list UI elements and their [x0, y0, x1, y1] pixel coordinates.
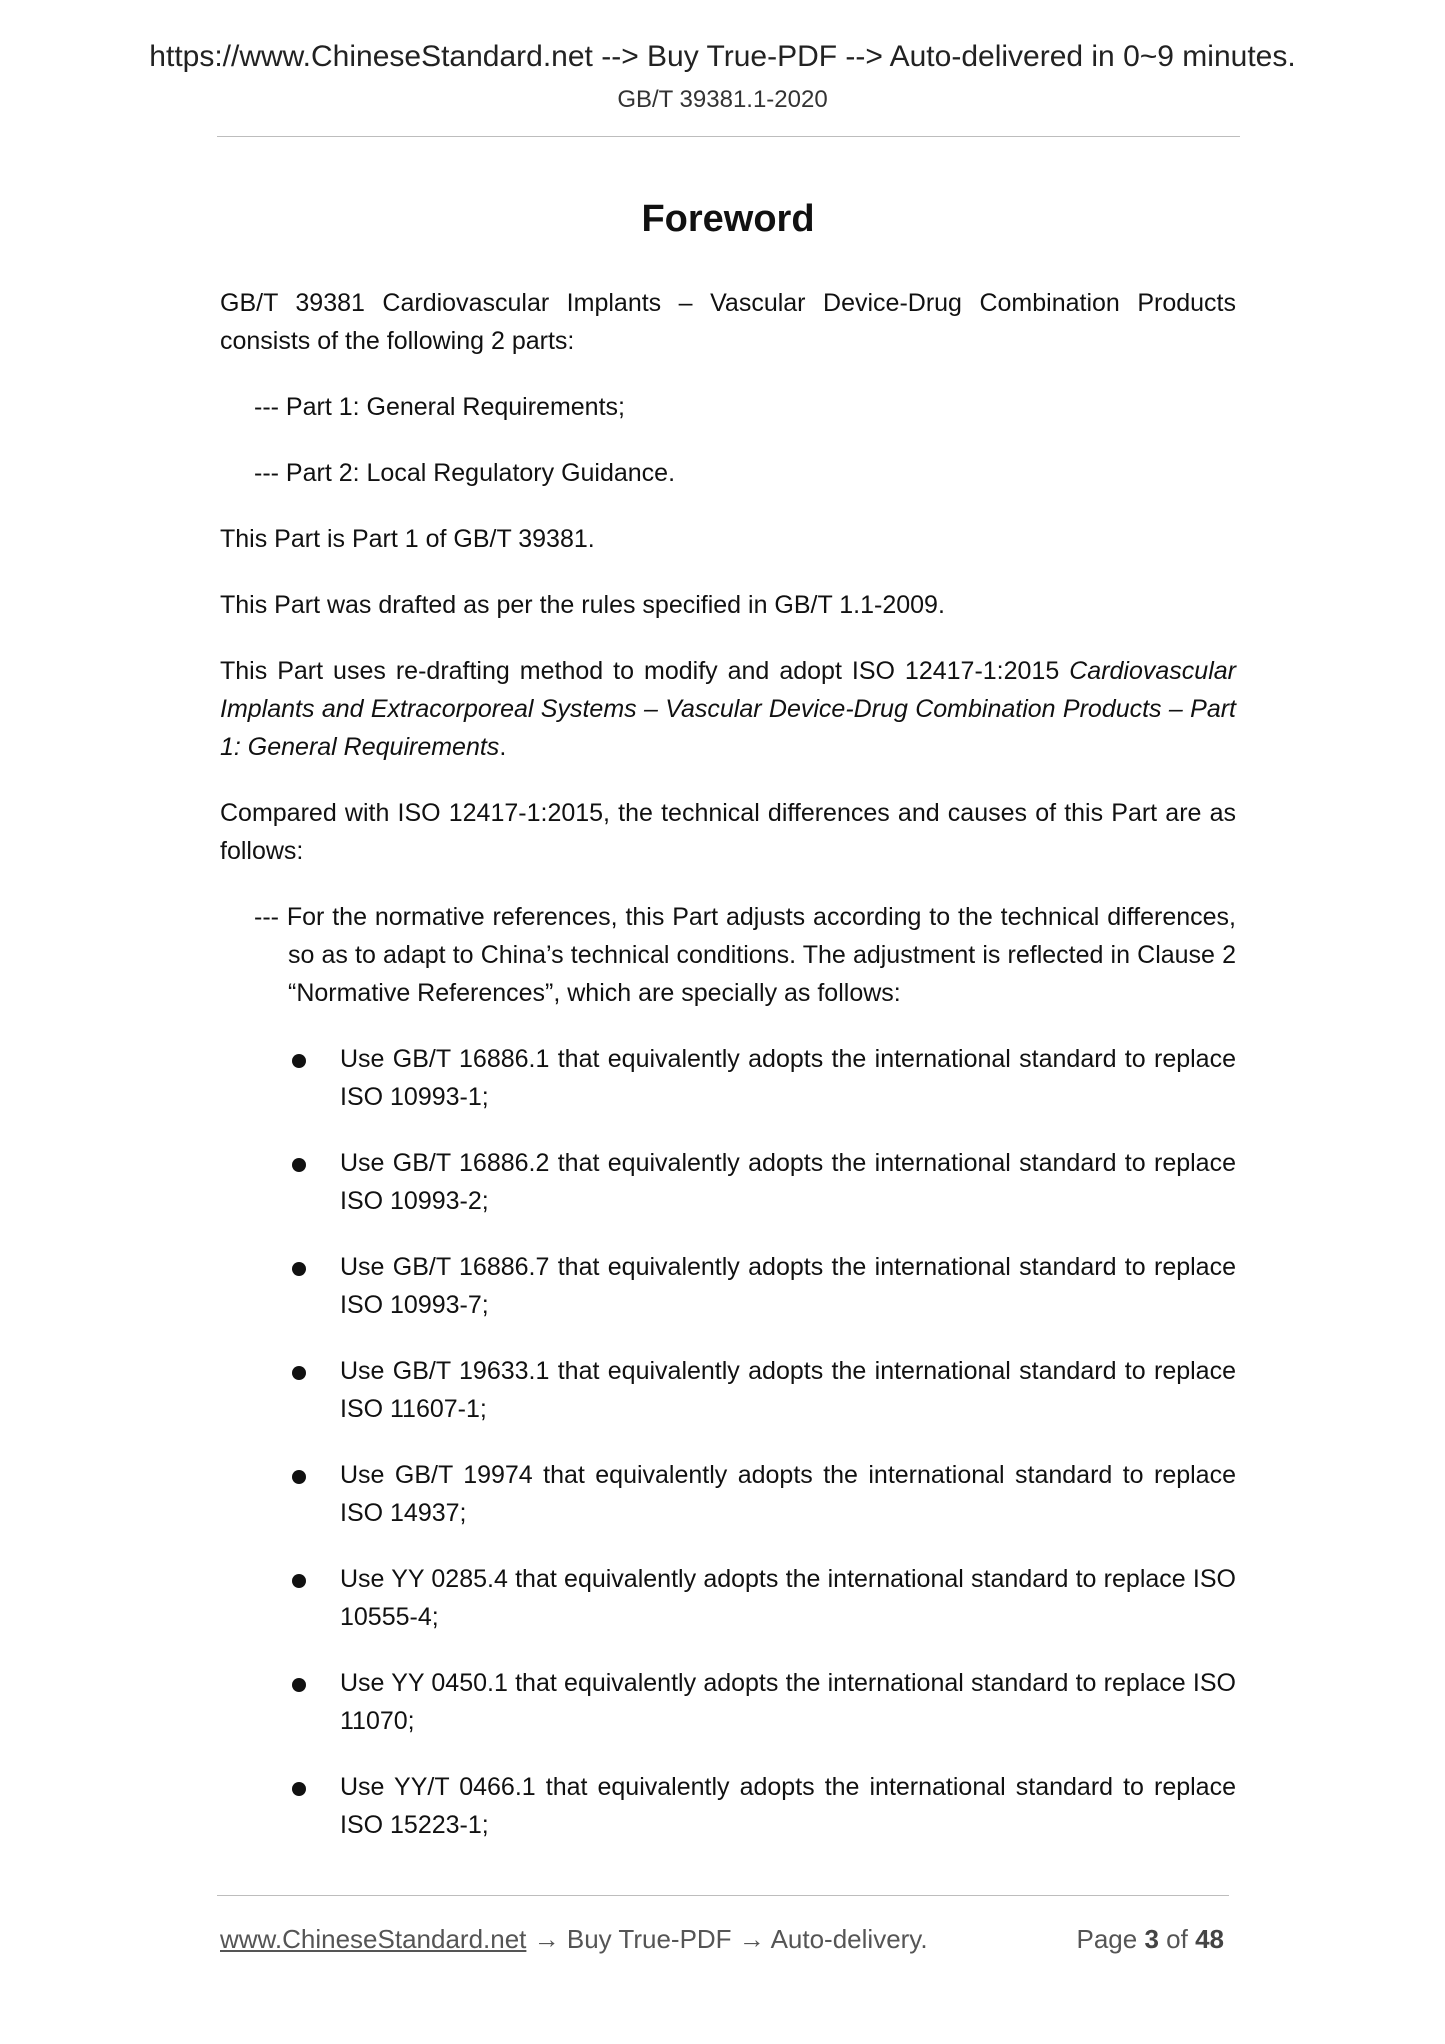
- list-item: [220, 1040, 1236, 1116]
- normative-references-item: --- For the normative references, this Part adjusts according to the technical differences, so as to adapt to China’s technical conditions. The adjustment is reflected in Clause 2 “Normative References”, which are specially as follows:: [254, 903, 1236, 1007]
- bullet-icon: [292, 1470, 306, 1484]
- total-pages-number: 48: [1195, 1924, 1224, 1954]
- bullet-icon: [292, 1366, 306, 1380]
- page-indicator: [1076, 1922, 1224, 1956]
- list-item-text: Use YY 0450.1 that equivalently adopts the international standard to replace ISO 11070;: [340, 1669, 1236, 1735]
- adoption-paragraph: [220, 652, 1236, 766]
- top-banner: https://www.ChineseStandard.net --> Buy True-PDF --> Auto-delivered in 0~9 minutes.: [149, 40, 1296, 73]
- replacement-list: [220, 1040, 1236, 1844]
- list-item-text: Use GB/T 19974 that equivalently adopts the international standard to replace ISO 14937;: [340, 1461, 1236, 1527]
- adopted-standard-title: Cardiovascular Implants and Extracorporeal Systems – Vascular Device-Drug Combination Products – Part 1: General Requirements: [220, 657, 1236, 761]
- differences-paragraph: Compared with ISO 12417-1:2015, the technical differences and causes of this Part are as follows:: [220, 799, 1236, 865]
- list-item-text: Use GB/T 16886.2 that equivalently adopts the international standard to replace ISO 10993-2;: [340, 1149, 1236, 1215]
- bullet-icon: [292, 1782, 306, 1796]
- list-item-text: Use GB/T 19633.1 that equivalently adopts the international standard to replace ISO 11607-1;: [340, 1357, 1236, 1423]
- footer-promo: [220, 1922, 928, 1956]
- bullet-icon: [292, 1158, 306, 1172]
- bullet-icon: [292, 1262, 306, 1276]
- adoption-end: .: [499, 733, 507, 761]
- of-label: of: [1166, 1924, 1188, 1954]
- page-footer: [220, 1922, 1230, 1956]
- adoption-lead: This Part uses re-drafting method to modify and adopt ISO 12417-1:2015: [220, 657, 1060, 685]
- list-item: [220, 1664, 1236, 1740]
- list-item: [220, 1560, 1236, 1636]
- list-item-text: Use YY 0285.4 that equivalently adopts the international standard to replace ISO 10555-4;: [340, 1565, 1236, 1631]
- part-1-item: --- Part 1: General Requirements;: [254, 393, 625, 421]
- document-code: GB/T 39381.1-2020: [617, 86, 828, 113]
- current-page-number: 3: [1144, 1924, 1159, 1954]
- page-title: Foreword: [641, 198, 815, 240]
- page-label: Page: [1076, 1924, 1138, 1954]
- list-item: [220, 1248, 1236, 1324]
- bullet-icon: [292, 1574, 306, 1588]
- intro-paragraph: GB/T 39381 Cardiovascular Implants – Vascular Device-Drug Combination Products consists of the following 2 parts:: [220, 289, 1236, 355]
- part-statement: This Part is Part 1 of GB/T 39381.: [220, 525, 595, 553]
- list-item-text: Use GB/T 16886.7 that equivalently adopts the international standard to replace ISO 10993-7;: [340, 1253, 1236, 1319]
- list-item: [220, 1456, 1236, 1532]
- footer-promo-text: → Buy True-PDF → Auto-delivery.: [526, 1924, 928, 1954]
- list-item-text: Use GB/T 16886.1 that equivalently adopts the international standard to replace ISO 10993-1;: [340, 1045, 1236, 1111]
- bullet-icon: [292, 1054, 306, 1068]
- page-content: [220, 196, 1236, 1872]
- part-2-item: --- Part 2: Local Regulatory Guidance.: [254, 459, 676, 487]
- bullet-icon: [292, 1678, 306, 1692]
- drafting-rules-paragraph: This Part was drafted as per the rules specified in GB/T 1.1-2009.: [220, 591, 945, 619]
- header-divider: [217, 136, 1240, 137]
- list-item: [220, 1768, 1236, 1844]
- list-item-text: Use YY/T 0466.1 that equivalently adopts the international standard to replace ISO 15223-1;: [340, 1773, 1236, 1839]
- footer-divider: [217, 1895, 1229, 1896]
- list-item: [220, 1352, 1236, 1428]
- list-item: [220, 1144, 1236, 1220]
- footer-site-link[interactable]: www.ChineseStandard.net: [220, 1924, 527, 1954]
